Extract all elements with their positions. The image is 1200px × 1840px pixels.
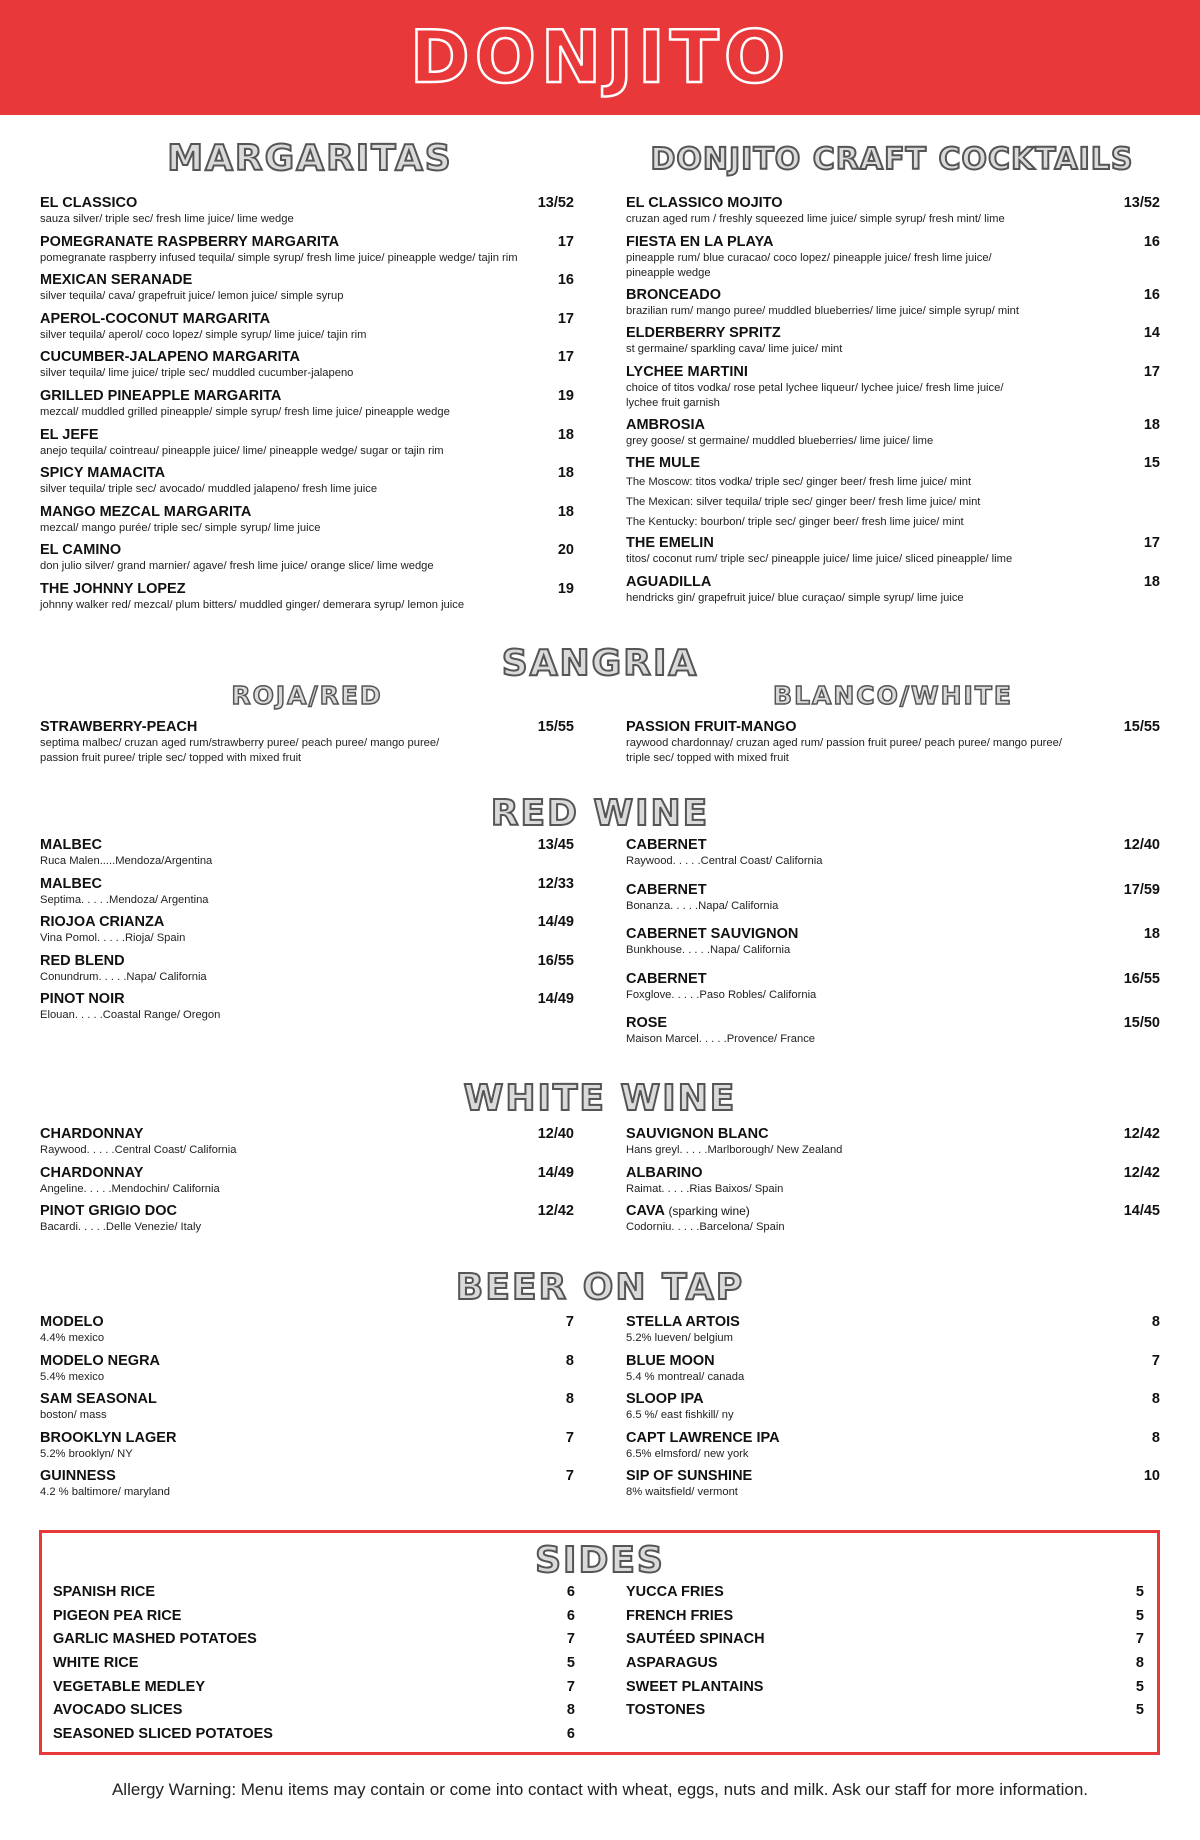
menu-item [40,541,574,580]
item-name: SWEET PLANTAINS [626,1678,764,1695]
item-price: 17 [557,310,574,327]
menu-item [40,580,574,619]
menu-item [40,1390,574,1429]
item-name: THE JOHNNY LOPEZ [40,580,186,597]
side-item [626,1676,1144,1700]
red-wine-left-list [40,836,574,1029]
item-desc: Raywood. . . . .Central Coast/ California [626,855,823,867]
item-desc: Bacardi. . . . .Delle Venezie/ Italy [40,1221,202,1234]
sangria-white-list [626,718,1160,766]
item-desc: anejo tequila/ cointreau/ pineapple juice/ lime/ pineapple wedge/ sugar or tajin rim [40,444,444,457]
item-price: 12/33 [537,875,574,892]
beer-title: BEER ON TAP [455,1267,745,1308]
item-price: 6 [566,1607,575,1624]
item-name: AVOCADO SLICES [53,1702,183,1719]
menu-item [626,324,1160,363]
menu-item [626,194,1160,233]
sangria-white-title: BLANCO/WHITE [773,681,1013,710]
item-name: ELDERBERRY SPRITZ [626,325,781,342]
sangria-red-title: ROJA/RED [231,681,383,710]
item-price: 17 [1143,363,1160,380]
menu-item [626,881,1160,926]
item-desc: 5.4 % montreal/ canada [626,1370,745,1383]
item-desc: 6.5% elmsford/ new york [626,1447,749,1460]
item-desc: Foxglove. . . . .Paso Robles/ California [626,988,817,1001]
menu-item [40,718,574,766]
item-name: PINOT NOIR [40,991,125,1008]
item-name: BLUE MOON [626,1352,715,1369]
item-name: MALBEC [40,837,103,853]
item-price: 17 [1143,535,1160,552]
red-wine-right-list [626,836,1160,1059]
menu-item [40,1202,574,1241]
item-desc: Angeline. . . . .Mendochin/ California [40,1182,220,1195]
item-price: 13/45 [537,837,574,853]
item-price: 15 [1143,455,1160,472]
item-price: 5 [1135,1678,1144,1695]
item-price: 8 [1151,1391,1160,1408]
item-name: PIGEON PEA RICE [53,1607,182,1624]
item-name: MODELO [40,1314,104,1330]
item-desc: septima malbec/ cruzan aged rum/strawberry puree/ peach puree/ mango puree/ [40,737,440,749]
menu-item [626,1164,1160,1203]
item-price: 12/42 [1123,1164,1160,1181]
cocktails-list [626,194,1160,612]
item-name: APEROL-COCONUT MARGARITA [40,310,271,327]
item-name: CABERNET [626,837,707,853]
menu-item [626,534,1160,573]
item-name: AGUADILLA [626,573,712,590]
item-price: 8 [565,1391,574,1408]
item-name: SAUTÉED SPINACH [626,1631,765,1648]
item-price: 13/52 [1123,195,1160,211]
item-name: SEASONED SLICED POTATOES [53,1726,273,1743]
item-name: AMBROSIA [626,416,705,433]
item-name: EL CLASSICO [40,195,138,211]
side-item [53,1628,575,1652]
item-price: 7 [566,1678,575,1695]
menu-item [626,718,1160,766]
item-name: CAPT LAWRENCE IPA [626,1429,780,1446]
item-desc: choice of titos vodka/ rose petal lychee liqueur/ lychee juice/ fresh lime juice/ [626,381,1004,394]
item-desc: Elouan. . . . .Coastal Range/ Oregon [40,1009,221,1022]
item-price: 5 [1135,1702,1144,1719]
item-desc: st germaine/ sparkling cava/ lime juice/ mint [626,343,843,356]
item-price: 7 [565,1468,574,1485]
item-desc: Maison Marcel. . . . .Provence/ France [626,1033,816,1045]
item-price: 5 [566,1655,575,1672]
item-desc: cruzan aged rum / freshly squeezed lime juice/ simple syrup/ fresh mint/ lime [626,213,1005,225]
item-name: LYCHEE MARTINI [626,363,748,380]
menu-item [40,503,574,542]
side-item [53,1652,575,1676]
menu-item [40,990,574,1029]
item-price: 17 [557,349,574,366]
item-name: EL CLASSICO MOJITO [626,195,783,211]
item-price: 16 [557,272,574,289]
item-desc: Septima. . . . .Mendoza/ Argentina [40,893,209,906]
item-name: WHITE RICE [53,1655,139,1672]
side-item [53,1723,575,1747]
margaritas-title: MARGARITAS [167,138,453,179]
menu-item [40,1429,574,1468]
item-price: 7 [1135,1631,1144,1648]
item-price: 16/55 [537,952,574,969]
item-desc: sauza silver/ triple sec/ fresh lime juice/ lime wedge [40,213,294,225]
item-desc: brazilian rum/ mango puree/ muddled blueberries/ lime juice/ simple syrup/ mint [626,304,1019,317]
item-price: 15/55 [537,719,574,735]
item-desc: pineapple wedge [626,266,711,279]
white-wine-title: WHITE WINE [463,1078,737,1119]
item-desc: pineapple rum/ blue curacao/ coco lopez/ pineapple juice/ fresh lime juice/ [626,251,992,264]
menu-item [40,233,574,272]
white-wine-right-list [626,1125,1160,1241]
item-name: ASPARAGUS [626,1655,718,1672]
menu-item [626,286,1160,325]
item-name: GUINNESS [40,1468,116,1485]
item-name: GARLIC MASHED POTATOES [53,1631,257,1648]
menu-item [40,1313,574,1352]
item-desc: Codorniu. . . . .Barcelona/ Spain [626,1221,785,1234]
item-name: CUCUMBER-JALAPENO MARGARITA [40,349,300,366]
side-item [53,1699,575,1723]
item-name: STRAWBERRY-PEACH [40,719,198,735]
menu-item [40,875,574,914]
item-desc: passion fruit puree/ triple sec/ topped with mixed fruit [40,752,302,764]
side-item [626,1652,1144,1676]
menu-item [626,573,1160,612]
item-price: 10 [1143,1468,1160,1485]
item-price: 7 [1151,1352,1160,1369]
item-price: 7 [565,1314,574,1330]
item-note: (sparking wine) [668,1204,750,1219]
menu-item [40,913,574,952]
menu-item [626,1014,1160,1059]
item-name: RIOJOA CRIANZA [40,914,165,931]
item-desc: boston/ mass [40,1409,107,1422]
item-name: PASSION FRUIT-MANGO [626,719,797,735]
item-name: MODELO NEGRA [40,1352,161,1369]
beer-right-list [626,1313,1160,1506]
item-price: 14 [1143,325,1160,342]
item-price: 8 [566,1702,575,1719]
menu-item [40,426,574,465]
item-price: 20 [557,542,574,559]
item-desc: Bonanza. . . . .Napa/ California [626,899,779,912]
item-desc: 6.5 %/ east fishkill/ ny [626,1409,734,1422]
item-name: THE EMELIN [626,535,714,552]
item-price: 8 [1151,1429,1160,1446]
item-desc: Raimat. . . . .Rias Baixos/ Spain [626,1182,784,1195]
menu-item [40,464,574,503]
item-price: 13/52 [537,195,574,211]
cocktails-title: DONJITO CRAFT COCKTAILS [650,142,1134,177]
item-desc: triple sec/ topped with mixed fruit [626,752,789,764]
item-desc: 5.4% mexico [40,1370,105,1383]
item-price: 6 [566,1584,575,1600]
item-name: SIP OF SUNSHINE [626,1468,753,1485]
item-price: 18 [557,426,574,443]
item-name: ALBARINO [626,1164,703,1181]
menu-item [626,836,1160,881]
item-desc: Bunkhouse. . . . .Napa/ California [626,944,791,956]
item-price: 15/55 [1123,719,1160,735]
menu-item [626,1202,1160,1241]
item-price: 18 [1143,926,1160,942]
item-name: FRENCH FRIES [626,1607,734,1624]
item-desc: silver tequila/ aperol/ coco lopez/ simple syrup/ lime juice/ tajin rim [40,328,367,341]
item-desc: johnny walker red/ mezcal/ plum bitters/ muddled ginger/ demerara syrup/ lemon juice [40,598,465,611]
item-price: 19 [557,580,574,597]
item-desc: mezcal/ muddled grilled pineapple/ simple syrup/ fresh lime juice/ pineapple wedge [40,405,450,418]
menu-item [40,1125,574,1164]
menu-item [40,194,574,233]
item-desc: hendricks gin/ grapefruit juice/ blue curaçao/ simple syrup/ lime juice [626,591,964,604]
side-item [53,1676,575,1700]
item-price: 17/59 [1123,881,1160,898]
menu-item [40,271,574,310]
item-price: 7 [565,1429,574,1446]
item-desc: The Kentucky: bourbon/ triple sec/ ginger beer/ fresh lime juice/ mint [626,516,964,529]
menu-item [626,970,1160,1015]
item-price: 16 [1143,233,1160,250]
item-desc: Conundrum. . . . .Napa/ California [40,970,207,983]
item-name: EL CAMINO [40,542,122,559]
item-desc: Hans greyl. . . . .Marlborough/ New Zealand [626,1144,843,1156]
item-name: ROSE [626,1015,668,1031]
item-name: GRILLED PINEAPPLE MARGARITA [40,387,282,404]
item-price: 12/40 [1123,837,1160,853]
item-desc: 5.2% brooklyn/ NY [40,1447,133,1460]
item-price: 7 [566,1631,575,1648]
item-desc: silver tequila/ triple sec/ avocado/ muddled jalapeno/ fresh lime juice [40,483,378,496]
allergy-warning: Allergy Warning: Menu items may contain or come into contact with wheat, eggs, nuts and milk. Ask our staff for more information. [111,1780,1089,1799]
item-name: SPANISH RICE [53,1584,156,1600]
menu-item [626,1467,1160,1506]
brand-logo: DONJITO [409,15,791,99]
item-name: CABERNET [626,970,707,987]
item-price: 14/49 [537,914,574,931]
item-name: CABERNET SAUVIGNON [626,926,799,942]
item-price: 5 [1135,1584,1144,1600]
item-name: VEGETABLE MEDLEY [53,1678,205,1695]
item-name: CABERNET [626,881,707,898]
beer-left-list [40,1313,574,1506]
menu-item [626,363,1160,416]
menu-item [40,310,574,349]
item-name: MANGO MEZCAL MARGARITA [40,503,252,520]
sangria-title: SANGRIA [501,643,699,684]
item-price: 12/40 [537,1126,574,1142]
item-name: STELLA ARTOIS [626,1314,740,1330]
item-name: YUCCA FRIES [626,1584,724,1600]
menu-item [626,1429,1160,1468]
item-desc: don julio silver/ grand marnier/ agave/ fresh lime juice/ orange slice/ lime wedge [40,560,434,573]
menu-item [626,925,1160,970]
menu-item [40,1352,574,1391]
item-name: SAUVIGNON BLANC [626,1126,769,1142]
item-name: BROOKLYN LAGER [40,1429,177,1446]
white-wine-left-list [40,1125,574,1241]
item-name: CHARDONNAY [40,1126,144,1142]
item-price: 8 [565,1352,574,1369]
menu-item [626,1125,1160,1164]
menu-item [40,1467,574,1506]
item-desc: Ruca Malen.....Mendoza/Argentina [40,855,213,867]
item-name: MEXICAN SERANADE [40,272,193,289]
item-name: FIESTA EN LA PLAYA [626,233,774,250]
item-name: SAM SEASONAL [40,1391,157,1408]
red-wine-title: RED WINE [490,793,710,834]
menu-item [626,1313,1160,1352]
side-item [53,1605,575,1629]
item-price: 18 [557,503,574,520]
item-price: 16 [1143,286,1160,303]
item-price: 5 [1135,1607,1144,1624]
menu-item [626,233,1160,286]
menu-item [626,454,1160,534]
item-price: 17 [557,233,574,250]
item-desc: 5.2% lueven/ belgium [626,1332,733,1344]
item-name: SLOOP IPA [626,1391,704,1408]
item-price: 14/49 [537,991,574,1008]
item-desc: 8% waitsfield/ vermont [626,1486,738,1499]
item-price: 18 [1143,573,1160,590]
item-desc: raywood chardonnay/ cruzan aged rum/ passion fruit puree/ peach puree/ mango puree/ [626,737,1062,749]
item-name: MALBEC [40,875,103,892]
item-desc: silver tequila/ cava/ grapefruit juice/ lemon juice/ simple syrup [40,290,344,303]
item-desc: The Moscow: titos vodka/ triple sec/ ginger beer/ fresh lime juice/ mint [626,476,972,489]
sides-left-list [53,1581,575,1747]
sangria-red-list [40,718,574,766]
menu-item [626,1390,1160,1429]
item-desc: silver tequila/ lime juice/ triple sec/ muddled cucumber-jalapeno [40,367,354,380]
menu-item [40,387,574,426]
menu-item [626,416,1160,455]
item-desc: grey goose/ st germaine/ muddled blueberries/ lime juice/ lime [626,434,934,447]
item-price: 16/55 [1123,970,1160,987]
item-price: 8 [1151,1314,1160,1330]
item-desc: lychee fruit garnish [626,396,720,409]
item-price: 12/42 [537,1203,574,1220]
item-price: 15/50 [1123,1015,1160,1031]
item-name: EL JEFE [40,426,99,443]
item-price: 19 [557,387,574,404]
sides-title: SIDES [535,1540,665,1581]
item-name: RED BLEND [40,952,125,969]
menu-item [40,348,574,387]
item-price: 12/42 [1123,1126,1160,1142]
item-name: TOSTONES [626,1702,706,1719]
item-name: CHARDONNAY [40,1164,144,1181]
item-price: 18 [1143,416,1160,433]
item-price: 18 [557,465,574,482]
menu-item [40,836,574,875]
menu-item [40,952,574,991]
side-item [626,1581,1144,1605]
item-desc: Vina Pomol. . . . .Rioja/ Spain [40,932,186,945]
menu-item [40,1164,574,1203]
side-item [626,1699,1144,1723]
item-name: PINOT GRIGIO DOC [40,1203,177,1220]
item-desc: mezcal/ mango purée/ triple sec/ simple syrup/ lime juice [40,521,321,534]
item-desc: 4.2 % baltimore/ maryland [40,1486,170,1499]
sides-right-list [626,1581,1144,1723]
item-desc: Raywood. . . . .Central Coast/ California [40,1144,237,1156]
item-price: 14/49 [537,1164,574,1181]
item-price: 6 [566,1726,575,1743]
item-desc: pomegranate raspberry infused tequila/ simple syrup/ fresh lime juice/ pineapple wedge/ tajin rim [40,251,518,264]
item-price: 8 [1135,1655,1144,1672]
side-item [53,1581,575,1605]
item-name: THE MULE [626,455,701,472]
item-desc: The Mexican: silver tequila/ triple sec/ ginger beer/ fresh lime juice/ mint [626,496,981,509]
side-item [626,1605,1144,1629]
margaritas-list [40,194,574,619]
item-name [626,1202,1160,1220]
item-desc: 4.4% mexico [40,1332,105,1344]
item-name: BRONCEADO [626,286,722,303]
item-price: 14/45 [1123,1203,1160,1220]
item-name: SPICY MAMACITA [40,465,166,482]
side-item [626,1628,1144,1652]
menu-item [626,1352,1160,1391]
item-name: POMEGRANATE RASPBERRY MARGARITA [40,233,340,250]
item-desc: titos/ coconut rum/ triple sec/ pineapple juice/ lime juice/ sliced pineapple/ lime [626,553,1013,566]
item-name-text: CAVA [626,1203,665,1220]
